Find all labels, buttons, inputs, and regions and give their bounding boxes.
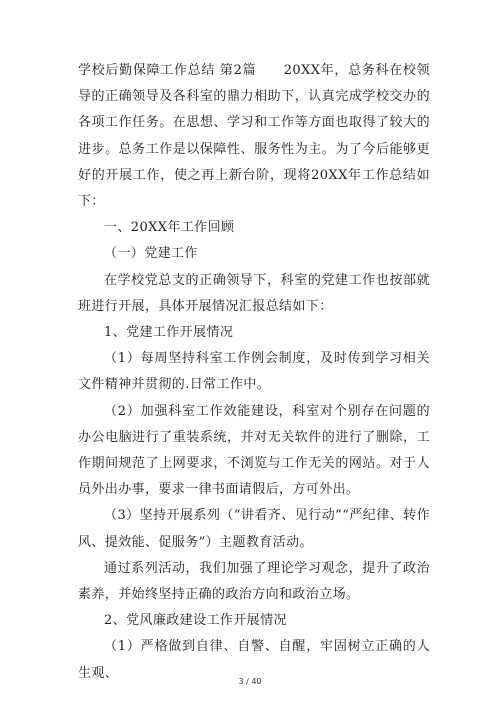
document-body [78, 58, 430, 687]
paragraph: （1）严格做到自律、自警、自醒，牢固树立正确的人生观、 [78, 639, 430, 681]
paragraph: （一）党建工作 [104, 246, 198, 262]
paragraph: 在学校党总支的正确领导下，科室的党建工作也按部就班进行开展，具体开展情况汇报总结如下： [78, 272, 430, 314]
paragraph: （2）加强科室工作效能建设，科室对个别存在问题的办公电脑进行了重装系统，并对无关软件的进行了删除，工作期间规范了上网要求，不浏览与工作无关的网站。对于人员外出办事，要求一律书面请假后，方可外出。 [78, 403, 430, 498]
paragraph: （3）坚持开展系列（“讲看齐、见行动”“严纪律、转作风、提效能、促服务”）主题教育活动。 [78, 508, 430, 550]
paragraph: 1、党建工作开展情况 [104, 325, 234, 341]
paragraph: 通过系列活动，我们加强了理论学习观念，提升了政治素养，并始终坚持正确的政治方向和政治立场。 [78, 560, 430, 603]
paragraph: 2、党风廉政建设工作开展情况 [104, 613, 287, 629]
paragraph: 学校后勤保障工作总结 第2篇 20XX年，总务科在校领导的正确领导及各科室的鼎力相助下，认真完成学校交办的各项工作任务。在思想、学习和工作等方面也取得了较大的进步。总务工作是以保障性、服务性为主。为了今后能够更好的开展工作，使之再上新台阶，现将20XX年工作总结如下： [78, 63, 430, 210]
page-number: 3 / 40 [238, 677, 262, 686]
paragraph: （1）每周坚持科室工作例会制度，及时传到学习相关文件精神并贯彻的.日常工作中。 [78, 351, 430, 393]
paragraph: 一、20XX年工作回顾 [104, 220, 235, 236]
